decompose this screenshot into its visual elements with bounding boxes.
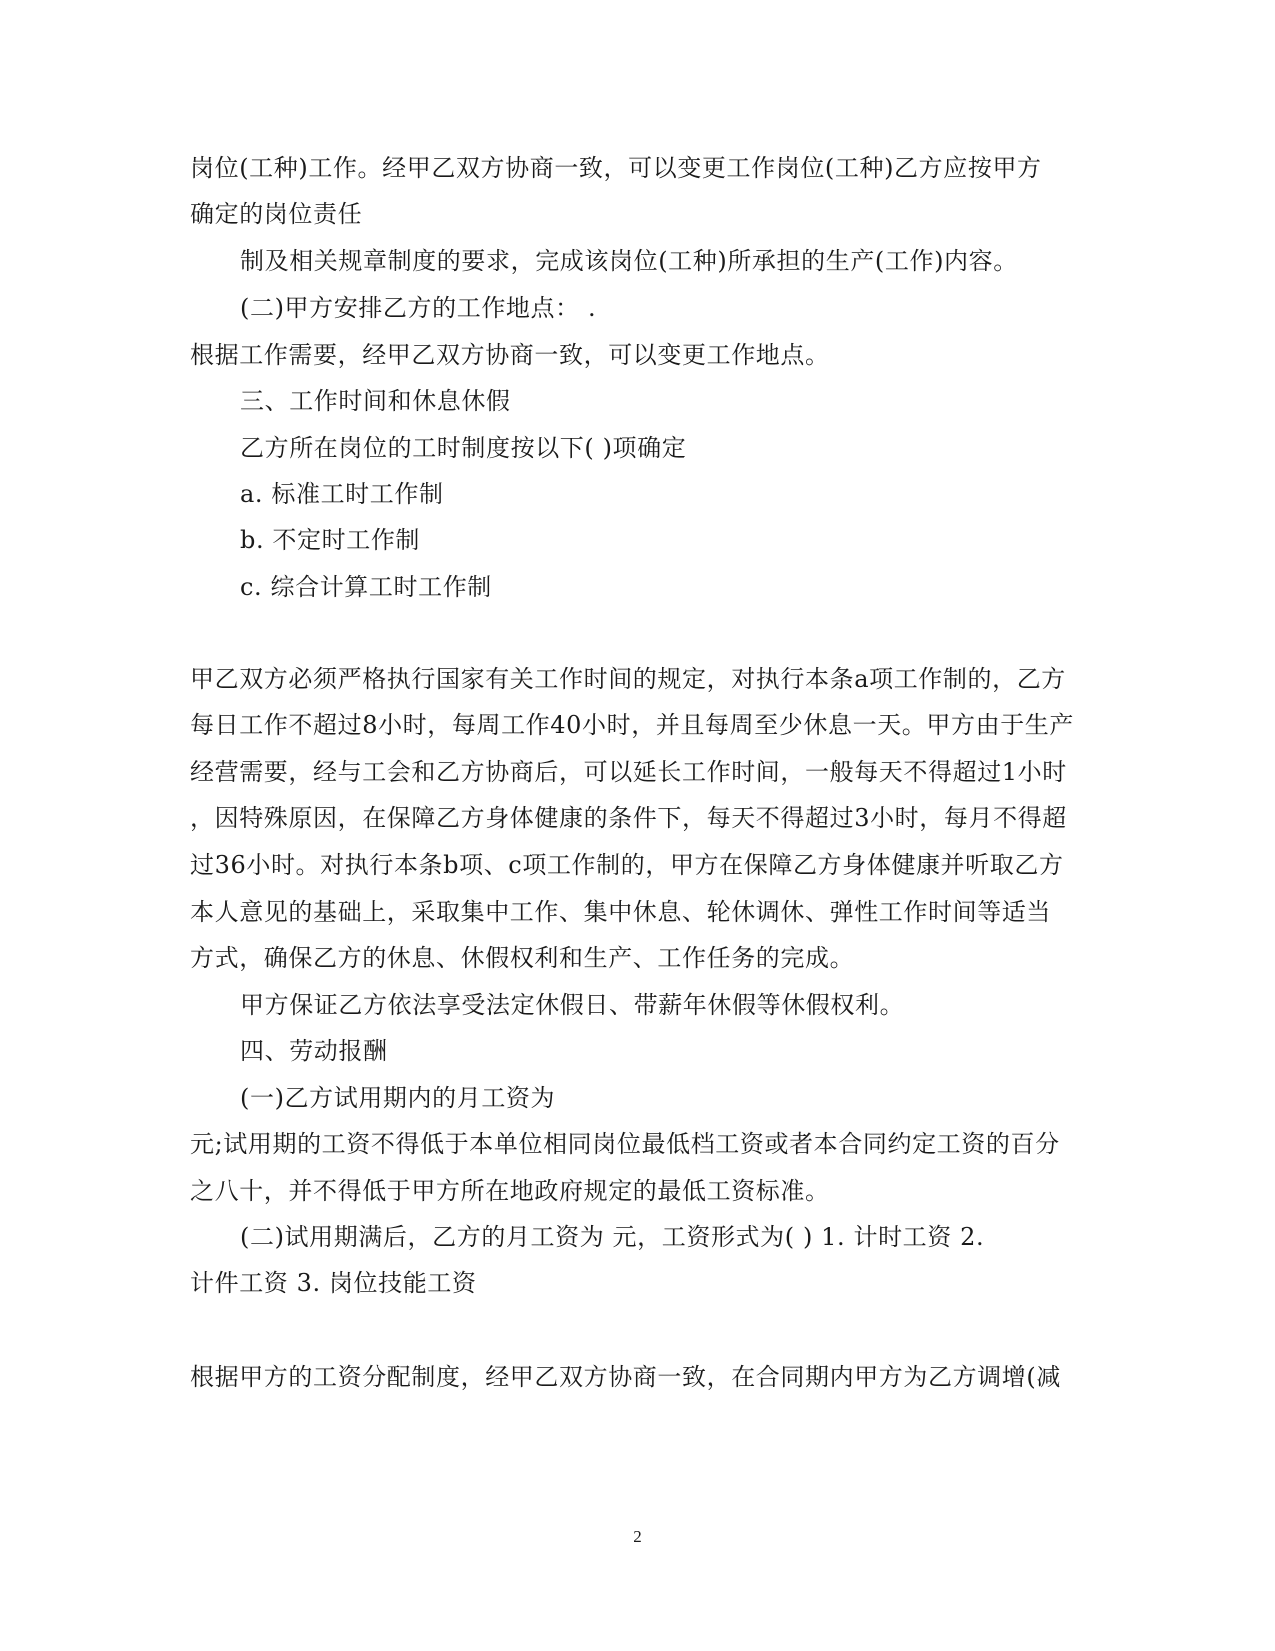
- text-line: 每日工作不超过8小时，每周工作40小时，并且每周至少休息一天。甲方由于生产: [190, 711, 1075, 739]
- list-item: c. 综合计算工时工作制: [240, 573, 492, 601]
- section-heading: 三、工作时间和休息休假: [240, 387, 511, 415]
- text-line: 甲乙双方必须严格执行国家有关工作时间的规定，对执行本条a项工作制的，乙方: [190, 665, 1066, 693]
- text-line: 乙方所在岗位的工时制度按以下( )项确定: [240, 434, 687, 462]
- text-line: ，因特殊原因，在保障乙方身体健康的条件下，每天不得超过3小时，每月不得超: [190, 804, 1067, 832]
- text-line: (一)乙方试用期内的月工资为: [240, 1084, 556, 1112]
- section-heading: 四、劳动报酬: [240, 1037, 388, 1065]
- text-line: 计件工资 3. 岗位技能工资: [190, 1269, 477, 1297]
- text-line: 制及相关规章制度的要求，完成该岗位(工种)所承担的生产(工作)内容。: [240, 247, 1018, 275]
- text-line: 方式，确保乙方的休息、休假权利和生产、工作任务的完成。: [190, 944, 855, 972]
- page-number: 2: [633, 1527, 642, 1546]
- text-line: 经营需要，经与工会和乙方协商后，可以延长工作时间，一般每天不得超过1小时: [190, 758, 1067, 786]
- text-line: 确定的岗位责任: [190, 200, 363, 228]
- text-line: (二)甲方安排乙方的工作地点： .: [240, 294, 597, 322]
- text-line: 元;试用期的工资不得低于本单位相同岗位最低档工资或者本合同约定工资的百分: [190, 1130, 1060, 1158]
- text-line: 过36小时。对执行本条b项、c项工作制的，甲方在保障乙方身体健康并听取乙方: [190, 851, 1064, 879]
- text-line: 根据甲方的工资分配制度，经甲乙双方协商一致，在合同期内甲方为乙方调增(减: [190, 1363, 1061, 1391]
- text-line: 本人意见的基础上，采取集中工作、集中休息、轮休调休、弹性工作时间等适当: [190, 898, 1051, 926]
- text-line: 根据工作需要，经甲乙双方协商一致，可以变更工作地点。: [190, 341, 830, 369]
- text-line: 之八十，并不得低于甲方所在地政府规定的最低工资标准。: [190, 1177, 830, 1205]
- list-item: b. 不定时工作制: [240, 526, 421, 554]
- text-line: 甲方保证乙方依法享受法定休假日、带薪年休假等休假权利。: [240, 991, 905, 1019]
- text-line: (二)试用期满后，乙方的月工资为 元，工资形式为( ) 1. 计时工资 2.: [240, 1223, 985, 1251]
- list-item: a. 标准工时工作制: [240, 480, 444, 508]
- text-line: 岗位(工种)工作。经甲乙双方协商一致，可以变更工作岗位(工种)乙方应按甲方: [190, 154, 1042, 182]
